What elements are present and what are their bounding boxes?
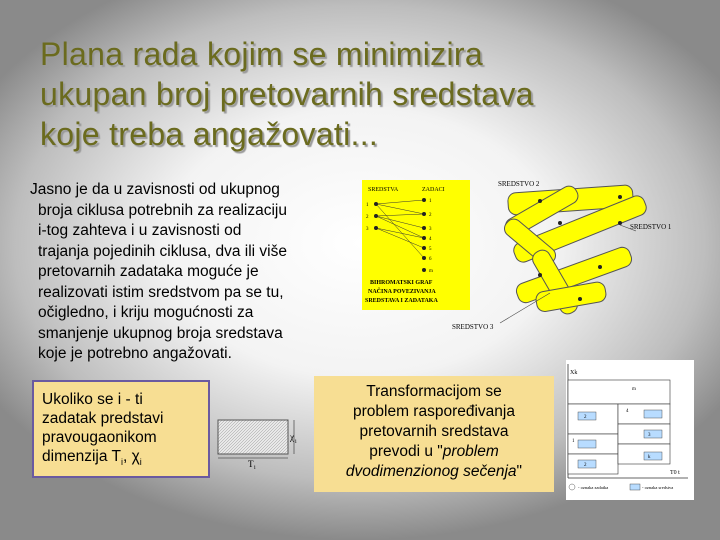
cut-tag: 2 <box>584 463 587 468</box>
cutting-diagram <box>558 360 698 505</box>
right-box-suffix: " <box>516 463 523 480</box>
right-box-prefix: prevodi u " <box>369 443 443 460</box>
title-line-2: ukupan broj pretovarnih sredstava <box>40 76 534 112</box>
left-box-line: pravougaonikom <box>42 429 157 446</box>
body-line: smanjenje ukupnog broja sredstava <box>38 324 283 342</box>
transformation-box <box>314 376 554 492</box>
tool-label-3: SREDSTVO 3 <box>452 323 494 331</box>
body-line: trajanja pojedinih ciklusa, dva ili više <box>38 242 287 260</box>
right-box-italic: dvodimenzionog sečenja <box>345 463 517 480</box>
cutting-diagram-svg <box>558 360 698 500</box>
left-box-line: Ukoliko se i - ti <box>42 391 143 408</box>
task-rectangle <box>218 420 288 454</box>
dimension-t-sub: i <box>120 457 123 468</box>
task-rectangle-svg <box>214 410 314 470</box>
handling-tools-diagram <box>440 175 690 340</box>
body-line: koje je potrebno angažovati. <box>38 345 232 362</box>
right-box-line: problem raspoređivanja <box>353 403 515 420</box>
cut-axis-x: T0 t <box>670 470 680 476</box>
cut-tag: 3 <box>648 433 651 438</box>
bip-right-node: 3 <box>429 227 432 232</box>
body-line: broja ciklusa potrebnih za realizaciju <box>38 201 287 219</box>
bip-right-node: 6 <box>429 257 432 262</box>
cut-legend-2: - oznaka sredstva <box>642 485 674 490</box>
bip-right-node: 5 <box>429 247 432 252</box>
bip-right-node: 1 <box>429 199 432 204</box>
tool-label-2: SREDSTVO 2 <box>498 180 540 188</box>
left-box-line: zadatak predstavi <box>42 410 164 427</box>
body-line: realizovati istim sredstvom pa se tu, <box>38 283 284 301</box>
bip-left-node: 1 <box>366 203 369 208</box>
rect-height-label: χ <box>290 432 294 442</box>
body-line: očigledno, i kriju mogućnosti za <box>38 304 254 321</box>
bip-col-left: SREDSTVA <box>368 187 399 193</box>
rect-width-sub: i <box>254 465 256 470</box>
body-line: i-tog zahteva i u zavisnosti od <box>38 222 242 239</box>
cut-legend-1: - oznaka zadatka <box>578 485 609 490</box>
cut-tag: 1 <box>572 439 575 444</box>
body-line: pretovarnih zadataka moguće je <box>38 263 259 280</box>
cut-tag: k <box>648 455 651 460</box>
cut-axis-y: Xk <box>570 370 578 376</box>
right-box-line: pretovarnih sredstava <box>359 423 509 440</box>
rect-width-label: T <box>248 459 254 469</box>
bip-left-node: 3 <box>366 227 369 232</box>
handling-tools-svg <box>440 175 690 335</box>
tool-label-1: SREDSTVO 1 <box>630 223 672 231</box>
bip-right-node: 4 <box>429 237 432 242</box>
bip-right-node: 2 <box>429 213 432 218</box>
slide-title <box>40 34 680 154</box>
cut-tag: 4 <box>626 409 629 414</box>
dimension-t: dimenzija T <box>42 448 121 465</box>
right-box-italic: problem <box>442 443 499 460</box>
body-line: Jasno je da u zavisnosti od ukupnog <box>30 181 280 198</box>
title-line-1: Plana rada kojim se minimizira <box>40 36 483 72</box>
right-box-line <box>314 442 554 462</box>
body-paragraph <box>30 180 355 365</box>
bip-right-node: m <box>429 269 433 274</box>
bip-caption: NAČINA POVEZIVANJA <box>368 289 436 295</box>
dimension-chi-sub: i <box>139 457 142 468</box>
bip-caption: BIHROMATSKI GRAF <box>370 280 433 286</box>
cut-tag: m <box>632 387 636 392</box>
right-box-line: Transformacijom se <box>366 383 502 400</box>
right-box-line <box>314 462 554 482</box>
bip-left-node: 2 <box>366 215 369 220</box>
bip-col-right: ZADACI <box>422 187 445 193</box>
task-rectangle-figure <box>214 410 314 475</box>
rect-height-sub: i <box>295 439 297 445</box>
title-line-3: koje treba angažovati... <box>40 116 379 152</box>
bip-caption: SREDSTAVA I ZADATAKA <box>365 298 438 304</box>
dimension-chi: , χ <box>122 448 140 465</box>
left-box-line <box>42 447 208 472</box>
cut-tag: 2 <box>584 415 587 420</box>
rectangle-definition-box <box>32 380 210 478</box>
